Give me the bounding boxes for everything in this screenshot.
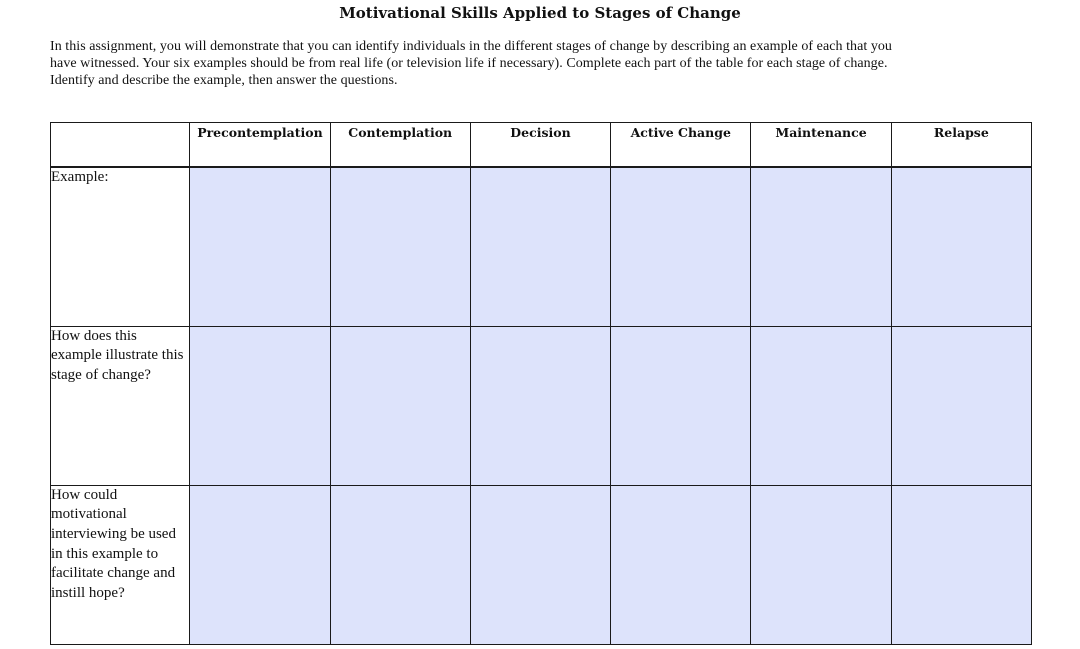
form-field-example-decision[interactable]	[470, 167, 610, 327]
table-row-motivational-interviewing	[51, 485, 1032, 644]
row-label-example: Example:	[51, 167, 190, 327]
form-field-example-maintenance[interactable]	[751, 167, 891, 327]
column-header-relapse: Relapse	[891, 123, 1031, 167]
form-field-mi-relapse[interactable]	[891, 485, 1031, 644]
form-field-mi-decision[interactable]	[470, 485, 610, 644]
form-field-illustrate-decision[interactable]	[470, 326, 610, 485]
table-row-illustrate	[51, 326, 1032, 485]
form-field-mi-active-change[interactable]	[611, 485, 751, 644]
form-field-example-relapse[interactable]	[891, 167, 1031, 327]
table-header-row	[51, 123, 1032, 167]
form-field-illustrate-precontemplation[interactable]	[190, 326, 330, 485]
table-row-example	[51, 167, 1032, 327]
form-field-illustrate-relapse[interactable]	[891, 326, 1031, 485]
column-header-contemplation: Contemplation	[330, 123, 470, 167]
column-header-precontemplation: Precontemplation	[190, 123, 330, 167]
form-field-mi-maintenance[interactable]	[751, 485, 891, 644]
form-field-illustrate-contemplation[interactable]	[330, 326, 470, 485]
column-header-maintenance: Maintenance	[751, 123, 891, 167]
form-field-example-active-change[interactable]	[611, 167, 751, 327]
form-field-mi-precontemplation[interactable]	[190, 485, 330, 644]
document-title: Motivational Skills Applied to Stages of Change	[339, 4, 741, 22]
instructions-line: In this assignment, you will demonstrate that you can identify individuals in the different stages of change by describing an example of each that you	[50, 39, 892, 54]
form-field-illustrate-maintenance[interactable]	[751, 326, 891, 485]
form-field-mi-contemplation[interactable]	[330, 485, 470, 644]
form-field-illustrate-active-change[interactable]	[611, 326, 751, 485]
instructions-line: have witnessed. Your six examples should be from real life (or television life if necessary). Complete each part of the table for each stage of change.	[50, 56, 888, 71]
row-label-motivational-interviewing: How could motivational interviewing be used in this example to facilitate change and instill hope?	[51, 485, 190, 644]
header-corner-cell	[51, 123, 190, 167]
row-label-illustrate: How does this example illustrate this stage of change?	[51, 326, 190, 485]
column-header-active-change: Active Change	[611, 123, 751, 167]
column-header-decision: Decision	[470, 123, 610, 167]
instructions-line: Identify and describe the example, then answer the questions.	[50, 73, 398, 88]
form-field-example-precontemplation[interactable]	[190, 167, 330, 327]
form-field-example-contemplation[interactable]	[330, 167, 470, 327]
instructions-paragraph	[50, 38, 1040, 89]
stages-of-change-table	[50, 122, 1032, 645]
